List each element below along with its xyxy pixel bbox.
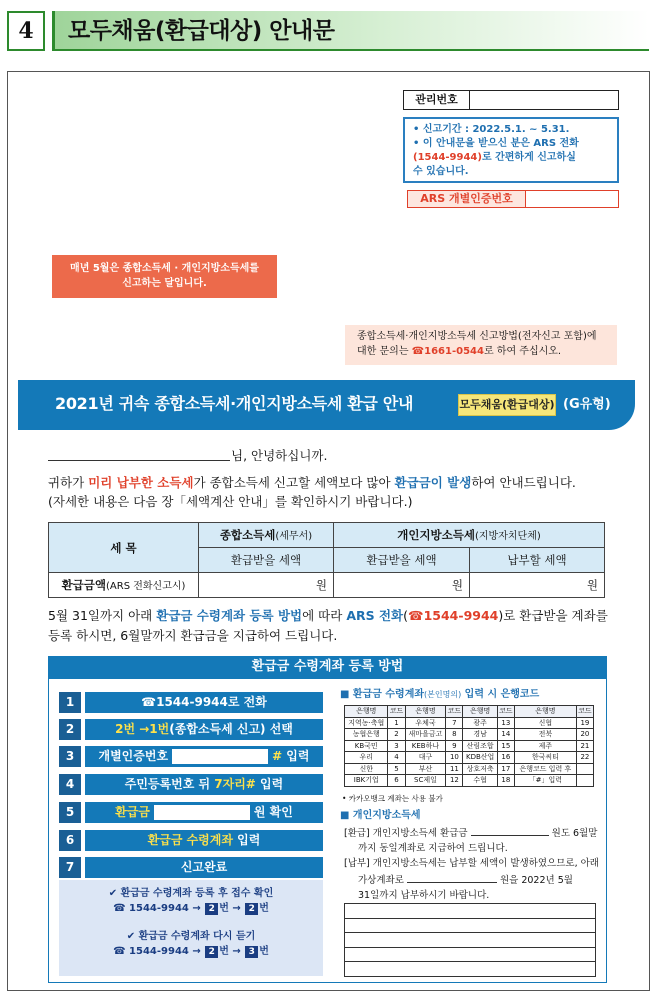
bank-cell: 은행명 [405,706,446,718]
local-refund-text: [환급] 개인지방소득세 환급금 원도 6월말 까지 동일계좌로 지급하여 드립니다. [344,824,602,856]
bank-row [345,763,594,775]
section-title: 모두채움(환급대상) 안내문 [68,18,335,44]
income-refund-value: 원 [199,573,334,598]
refund-amount-blank [154,805,250,820]
bank-code-table [344,705,594,787]
bank-cell: 2 [388,729,405,741]
header-underline [52,49,649,51]
bank-cell: 10 [446,752,463,764]
bank-cell: 대구 [405,752,446,764]
step-6: 6 환급금 수령계좌 입력 [59,830,323,851]
filing-period-info [403,117,619,183]
bank-row [345,717,594,729]
local-tax-title: ■ 개인지방소득세 [340,810,421,821]
management-number-label: 관리번호 [404,91,470,109]
bank-cell: 7 [446,717,463,729]
bank-cell: 12 [446,775,463,787]
bank-cell: 18 [497,775,514,787]
bank-cell: SC제일 [405,775,446,787]
bank-cell: 한국씨티 [514,752,576,764]
bank-cell: 17 [497,763,514,775]
income-refund-header: 환급받을 세액 [199,548,334,573]
bank-header-row [345,706,594,718]
type-label: (G유형) [563,397,611,412]
step-2: 2 2번 →1번(종합소득세 신고) 선택 [59,719,323,740]
bank-cell: 코드 [447,707,462,716]
may-notice: 매년 5월은 종합소득세 · 개인지방소득세를 신고하는 달입니다. [52,255,277,298]
bank-cell: 우리 [345,752,388,764]
local-pay-text: [납부] 개인지방소득세는 납부할 세액이 발생하였으므로, 아래 가상계좌로 원을 2022년 5월 31일까지 납부하시기 바랍니다. [344,858,599,901]
account-paragraph: 5월 31일까지 아래 환급금 수령계좌 등록 방법에 따라 ARS 전화(☎1544-9944)로 환급받을 계좌를 등록 하시면, 6월말까지 환급금을 지급하여 드립니다. [48,608,608,643]
bank-cell: 수협 [463,775,497,787]
bank-cell: 은행코드 입력 후 [514,763,576,775]
bank-cell: 우체국 [405,717,446,729]
bank-cell: 전북 [514,729,576,741]
bank-cell: 코드 [578,707,592,716]
ars-auth-number-label: ARS 개별인증번호 [408,191,526,207]
bank-code-title: ■ 환급금 수령계좌(본인명의) 입력 시 은행코드 [340,689,540,700]
bank-cell: 농협은행 [345,729,388,741]
bank-cell: KDB산업 [463,752,497,764]
bank-cell: 산림조합 [463,740,497,752]
bank-cell: 신한 [345,763,388,775]
section-number: 4 [7,11,45,51]
refund-table [48,522,605,598]
bank-cell: 19 [576,717,593,729]
intro-paragraph: 귀하가 미리 납부한 소득세가 종합소득세 신고할 세액보다 많아 환급금이 발생하여 안내드립니다. (자세한 내용은 다음 장「세액계산 안내」를 확인하시기 바랍니다.) [48,475,576,509]
bank-cell [576,763,593,775]
inquiry-note: 종합소득세·개인지방소득세 신고방법(전자신고 포함)에 대한 문의는 ☎1661-0544로 하여 주십시오. [345,325,617,365]
inquiry-phone: ☎1661-0544 [411,346,484,357]
bank-cell: 3 [388,740,405,752]
local-refund-value: 원 [334,573,470,598]
bank-cell: 6 [388,775,405,787]
bank-cell: 은행명 [463,706,497,718]
bank-cell: 경남 [463,729,497,741]
bank-row [345,775,594,787]
bank-cell: 9 [446,740,463,752]
step-1: 1 ☎1544-9944로 전화 [59,692,323,713]
local-pay-header: 납부할 세액 [470,548,605,573]
bank-cell: 5 [388,763,405,775]
bank-row [345,752,594,764]
greeting: 님, 안녕하십니까. [231,448,328,463]
bank-row [345,740,594,752]
bank-cell: 15 [497,740,514,752]
step-3: 3 개별인증번호 # 입력 [59,746,323,767]
bank-cell: 신협 [514,717,576,729]
step-7: 7 신고완료 [59,857,323,878]
local-refund-header: 환급받을 세액 [334,548,470,573]
registration-title: 환급금 수령계좌 등록 방법 [48,656,607,678]
virtual-account-table [344,903,596,977]
step-4: 4 주민등록번호 뒤 7자리# 입력 [59,774,323,795]
bank-row [345,729,594,741]
bank-cell [576,775,593,787]
bank-cell: 16 [497,752,514,764]
bank-cell: 제주 [514,740,576,752]
bank-cell: 은행명 [514,706,576,718]
ars-info: • 이 안내문을 받으신 분은 ARS 전화 (1544-9944)로 간편하게 신고하실 수 있습니다. [413,138,579,177]
bank-cell: 코드 [499,707,513,716]
kakao-note: • 카카오뱅크 계좌는 사용 불가 [342,794,443,803]
ars-auth-number-box [407,190,619,208]
refund-amount-label: 환급금액(ARS 전화신고시) [49,573,199,598]
bank-cell: KB국민 [345,740,388,752]
col-item: 세 목 [49,523,199,573]
bank-cell: 13 [497,717,514,729]
bank-cell: 지역농·축협 [345,717,388,729]
bank-cell: 14 [497,729,514,741]
management-number-box [403,90,619,110]
bank-cell: 코드 [389,707,404,716]
bank-cell: 1 [388,717,405,729]
filing-period: • 신고기간 : 2022.5.1. ~ 5.31. [413,124,570,135]
col-income: 종합소득세(세무서) [199,523,334,548]
banner-title: 2021년 귀속 종합소득세·개인지방소득세 환급 안내 [55,394,414,413]
bank-cell: KEB하나 [405,740,446,752]
bank-cell: 11 [446,763,463,775]
auth-number-blank [172,749,268,764]
bank-cell: 새마을금고 [405,729,446,741]
confirm-guide: ✔ 환급금 수령계좌 등록 후 접수 확인 ☎ 1544-9944 → 2 번 → 2 번 ✔ 환급금 수령계좌 다시 듣기 ☎ 1544-9944 → 2 번 → 3 번 [59,880,323,976]
bank-cell: 은행명 [345,706,388,718]
bank-cell: 4 [388,752,405,764]
bank-cell: 20 [576,729,593,741]
bank-cell: 「#」입력 [514,775,576,787]
bank-cell: 상호저축 [463,763,497,775]
col-local: 개인지방소득세(지방자치단체) [334,523,605,548]
step-5: 5 환급금 원 확인 [59,802,323,823]
name-blank-line [48,460,230,461]
bank-cell: 광주 [463,717,497,729]
bank-cell: 부산 [405,763,446,775]
bank-cell: 8 [446,729,463,741]
bank-cell: 22 [576,752,593,764]
type-badge: 모두채움(환급대상) [458,394,556,416]
bank-cell: IBK기업 [345,775,388,787]
bank-cell: 21 [576,740,593,752]
local-pay-value: 원 [470,573,605,598]
